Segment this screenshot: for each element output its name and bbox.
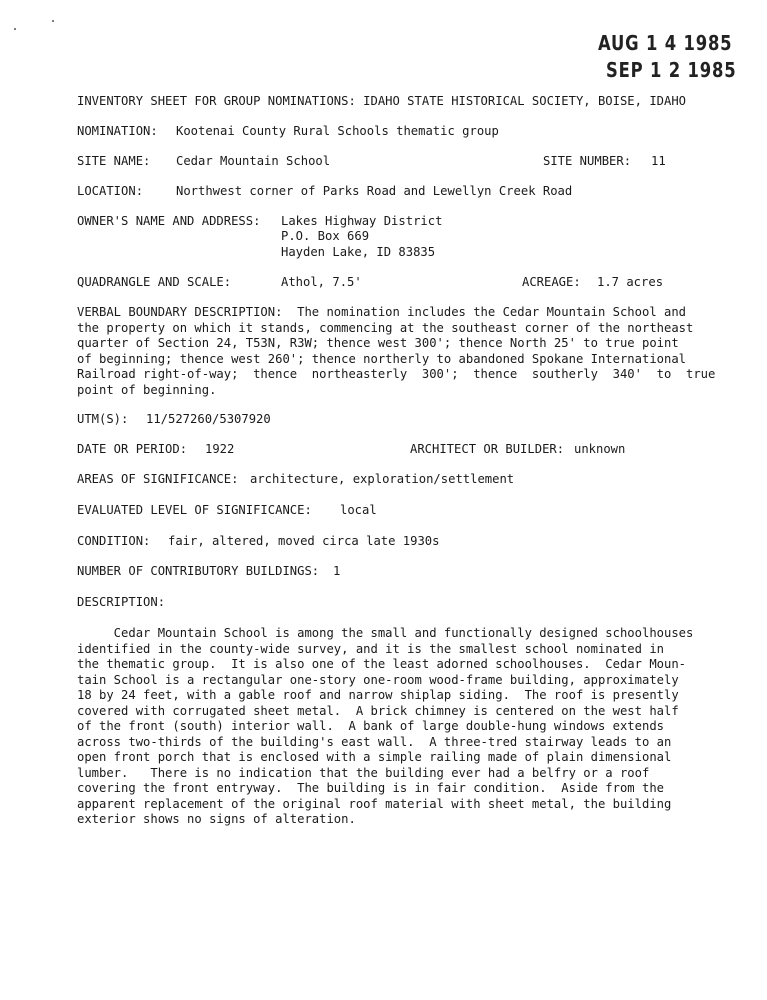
description-line: exterior shows no signs of alteration. bbox=[77, 812, 356, 826]
evaluated-label: EVALUATED LEVEL OF SIGNIFICANCE: bbox=[77, 503, 312, 517]
description-line: covered with corrugated sheet metal. A brick chimney is centered on the west half bbox=[77, 703, 679, 718]
scan-speck bbox=[14, 28, 16, 30]
architect-label: ARCHITECT OR BUILDER: bbox=[410, 442, 565, 456]
evaluated-value: local bbox=[340, 503, 377, 517]
description-line: lumber. There is no indication that the building ever had a belfry or a roof bbox=[77, 765, 650, 780]
boundary-line: Railroad right-of-way; thence northeasterly 300'; thence southerly 340' to true bbox=[77, 367, 716, 381]
boundary-line: the property on which it stands, commencing at the southeast corner of the northeast bbox=[77, 320, 694, 335]
description-paragraph bbox=[77, 626, 717, 828]
condition-value: fair, altered, moved circa late 1930s bbox=[168, 534, 440, 548]
received-stamp-aug: AUG 1 4 1985 bbox=[598, 31, 733, 55]
site-name-label: SITE NAME: bbox=[77, 154, 151, 168]
description-line: open front porch that is enclosed with a simple railing made of plain dimensional bbox=[77, 750, 672, 764]
quadrangle-value: Athol, 7.5' bbox=[281, 275, 362, 289]
owner-line: Hayden Lake, ID 83835 bbox=[281, 245, 436, 259]
nomination-value: Kootenai County Rural Schools thematic group bbox=[176, 124, 499, 138]
description-line: covering the front entryway. The building is in fair condition. Aside from the bbox=[77, 781, 664, 795]
boundary-line: VERBAL BOUNDARY DESCRIPTION: The nomination includes the Cedar Mountain School and bbox=[77, 305, 687, 319]
description-line: of the front (south) interior wall. A bank of large double-hung windows extends bbox=[77, 719, 664, 733]
areas-value: architecture, exploration/settlement bbox=[250, 472, 515, 486]
scan-speck bbox=[52, 20, 54, 22]
boundary-line: quarter of Section 24, T53N, R3W; thence west 300'; thence North 25' to true point bbox=[77, 336, 679, 350]
nomination-label: NOMINATION: bbox=[77, 124, 158, 138]
boundary-description bbox=[77, 305, 717, 398]
utm-label: UTM(S): bbox=[77, 412, 129, 426]
owner-line: Lakes Highway District bbox=[281, 214, 443, 228]
description-line: tain School is a rectangular one-story one-room wood-frame building, approximately bbox=[77, 672, 679, 687]
owner-label: OWNER'S NAME AND ADDRESS: bbox=[77, 214, 261, 228]
areas-label: AREAS OF SIGNIFICANCE: bbox=[77, 472, 239, 486]
boundary-line: of beginning; thence west 260'; thence northerly to abandoned Spokane International bbox=[77, 351, 687, 366]
architect-value: unknown bbox=[574, 442, 626, 456]
description-line: identified in the county-wide survey, and it is the smallest school nominated in bbox=[77, 641, 664, 656]
owner-line: P.O. Box 669 bbox=[281, 229, 370, 243]
description-label: DESCRIPTION: bbox=[77, 595, 166, 609]
received-stamp-sep: SEP 1 2 1985 bbox=[606, 58, 737, 82]
acreage-value: 1.7 acres bbox=[597, 275, 664, 289]
location-value: Northwest corner of Parks Road and Lewellyn Creek Road bbox=[176, 184, 573, 198]
contributory-value: 1 bbox=[333, 564, 341, 578]
date-value: 1922 bbox=[205, 442, 235, 456]
location-label: LOCATION: bbox=[77, 184, 144, 198]
condition-label: CONDITION: bbox=[77, 534, 151, 548]
date-label: DATE OR PERIOD: bbox=[77, 442, 188, 456]
description-line: Cedar Mountain School is among the small and functionally designed schoolhouses bbox=[77, 626, 694, 640]
description-line: the thematic group. It is also one of the least adorned schoolhouses. Cedar Moun- bbox=[77, 657, 687, 671]
description-line: apparent replacement of the original roof material with sheet metal, the building bbox=[77, 796, 672, 811]
description-line: 18 by 24 feet, with a gable roof and narrow shiplap siding. The roof is presently bbox=[77, 688, 679, 702]
acreage-label: ACREAGE: bbox=[522, 275, 581, 289]
document-header: INVENTORY SHEET FOR GROUP NOMINATIONS: IDAHO STATE HISTORICAL SOCIETY, BOISE, IDAHO bbox=[77, 94, 687, 108]
boundary-line: point of beginning. bbox=[77, 382, 217, 397]
description-line: across two-thirds of the building's east wall. A three-tred stairway leads to an bbox=[77, 734, 672, 749]
quadrangle-label: QUADRANGLE AND SCALE: bbox=[77, 275, 232, 289]
utm-value: 11/527260/5307920 bbox=[146, 412, 271, 426]
site-name-value: Cedar Mountain School bbox=[176, 154, 331, 168]
site-number-label: SITE NUMBER: bbox=[543, 154, 632, 168]
contributory-label: NUMBER OF CONTRIBUTORY BUILDINGS: bbox=[77, 564, 320, 578]
site-number-value: 11 bbox=[651, 154, 666, 168]
